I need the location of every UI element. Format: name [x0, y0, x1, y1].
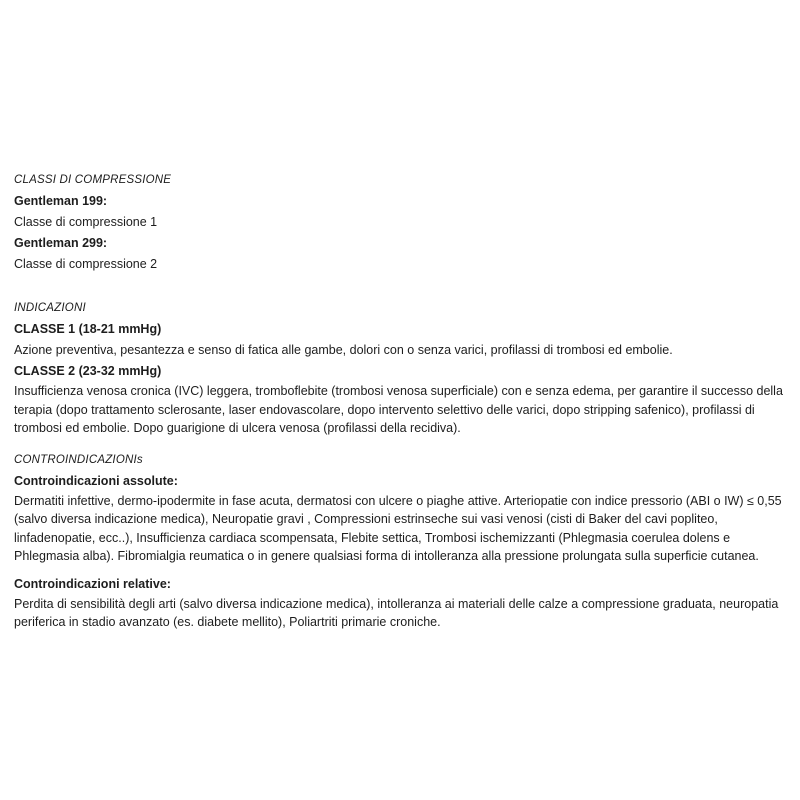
class2-title: CLASSE 2 (23-32 mmHg): [14, 364, 162, 378]
indications-heading: INDICAZIONI: [14, 302, 86, 314]
section-compression-classes: [14, 170, 788, 275]
product-description-document: [14, 170, 788, 632]
section-indications: [14, 298, 788, 438]
class2-description: Insufficienza venosa cronica (IVC) leggera, tromboflebite (trombosi venosa superficiale) con e senza edema, per garantire il successo della terapia (dopo trattamento sclerosante, laser endovascolare, dopo intervento selettivo delle varici, dopo stripping safenico), profilassi di trombosi ed embolie. Dopo guarigione di ulcera venosa (profilassi della recidiva).: [14, 384, 783, 435]
contraindications-heading: CONTROINDICAZIONIs: [14, 453, 143, 466]
relative-contraindications-title: Controindicazioni relative:: [14, 576, 171, 591]
absolute-contraindications-title: Controindicazioni assolute:: [14, 473, 178, 488]
relative-contraindications-text: Perdita di sensibilità degli arti (salvo diversa indicazione medica), intolleranza ai materiali delle calze a compressione graduata, neuropatia periferica in stadio avanzato (es. diabete mellito), Poliartriti primarie croniche.: [14, 596, 779, 629]
gentleman-299-value: Classe di compressione 2: [14, 257, 158, 271]
absolute-contraindications-text: Dermatiti infettive, dermo-ipodermite in fase acuta, dermatosi con ulcere o piaghe attive. Arteriopatie con indice pressorio (ABI o IW) ≤ 0,55 (salvo diversa indicazione medica), Neuropatie gravi , Compressioni estrinseche sui vasi venosi (cisti di Baker del cavi popliteo, linfadenopatie, ecc..), Insufficienza cardiaca scompensata, Flebite settica, Trombosi ischemizzanti (Phlegmasia coerulea dolens e Phlegmasia alba). Fibromialgia reumatica o in genere qualsiasi forma di intolleranza alla pressione prolungata sulla superficie cutanea.: [14, 493, 782, 563]
section-contraindications: [14, 450, 788, 632]
class1-description: Azione preventiva, pesantezza e senso di fatica alle gambe, dolori con o senza varici, profilassi di trombosi ed embolie.: [14, 343, 673, 357]
compression-classes-heading: CLASSI DI COMPRESSIONE: [14, 174, 172, 186]
class1-title: CLASSE 1 (18-21 mmHg): [14, 322, 162, 336]
gentleman-199-value: Classe di compressione 1: [14, 215, 158, 229]
gentleman-199-label: Gentleman 199:: [14, 194, 108, 208]
gentleman-299-label: Gentleman 299:: [14, 236, 108, 250]
